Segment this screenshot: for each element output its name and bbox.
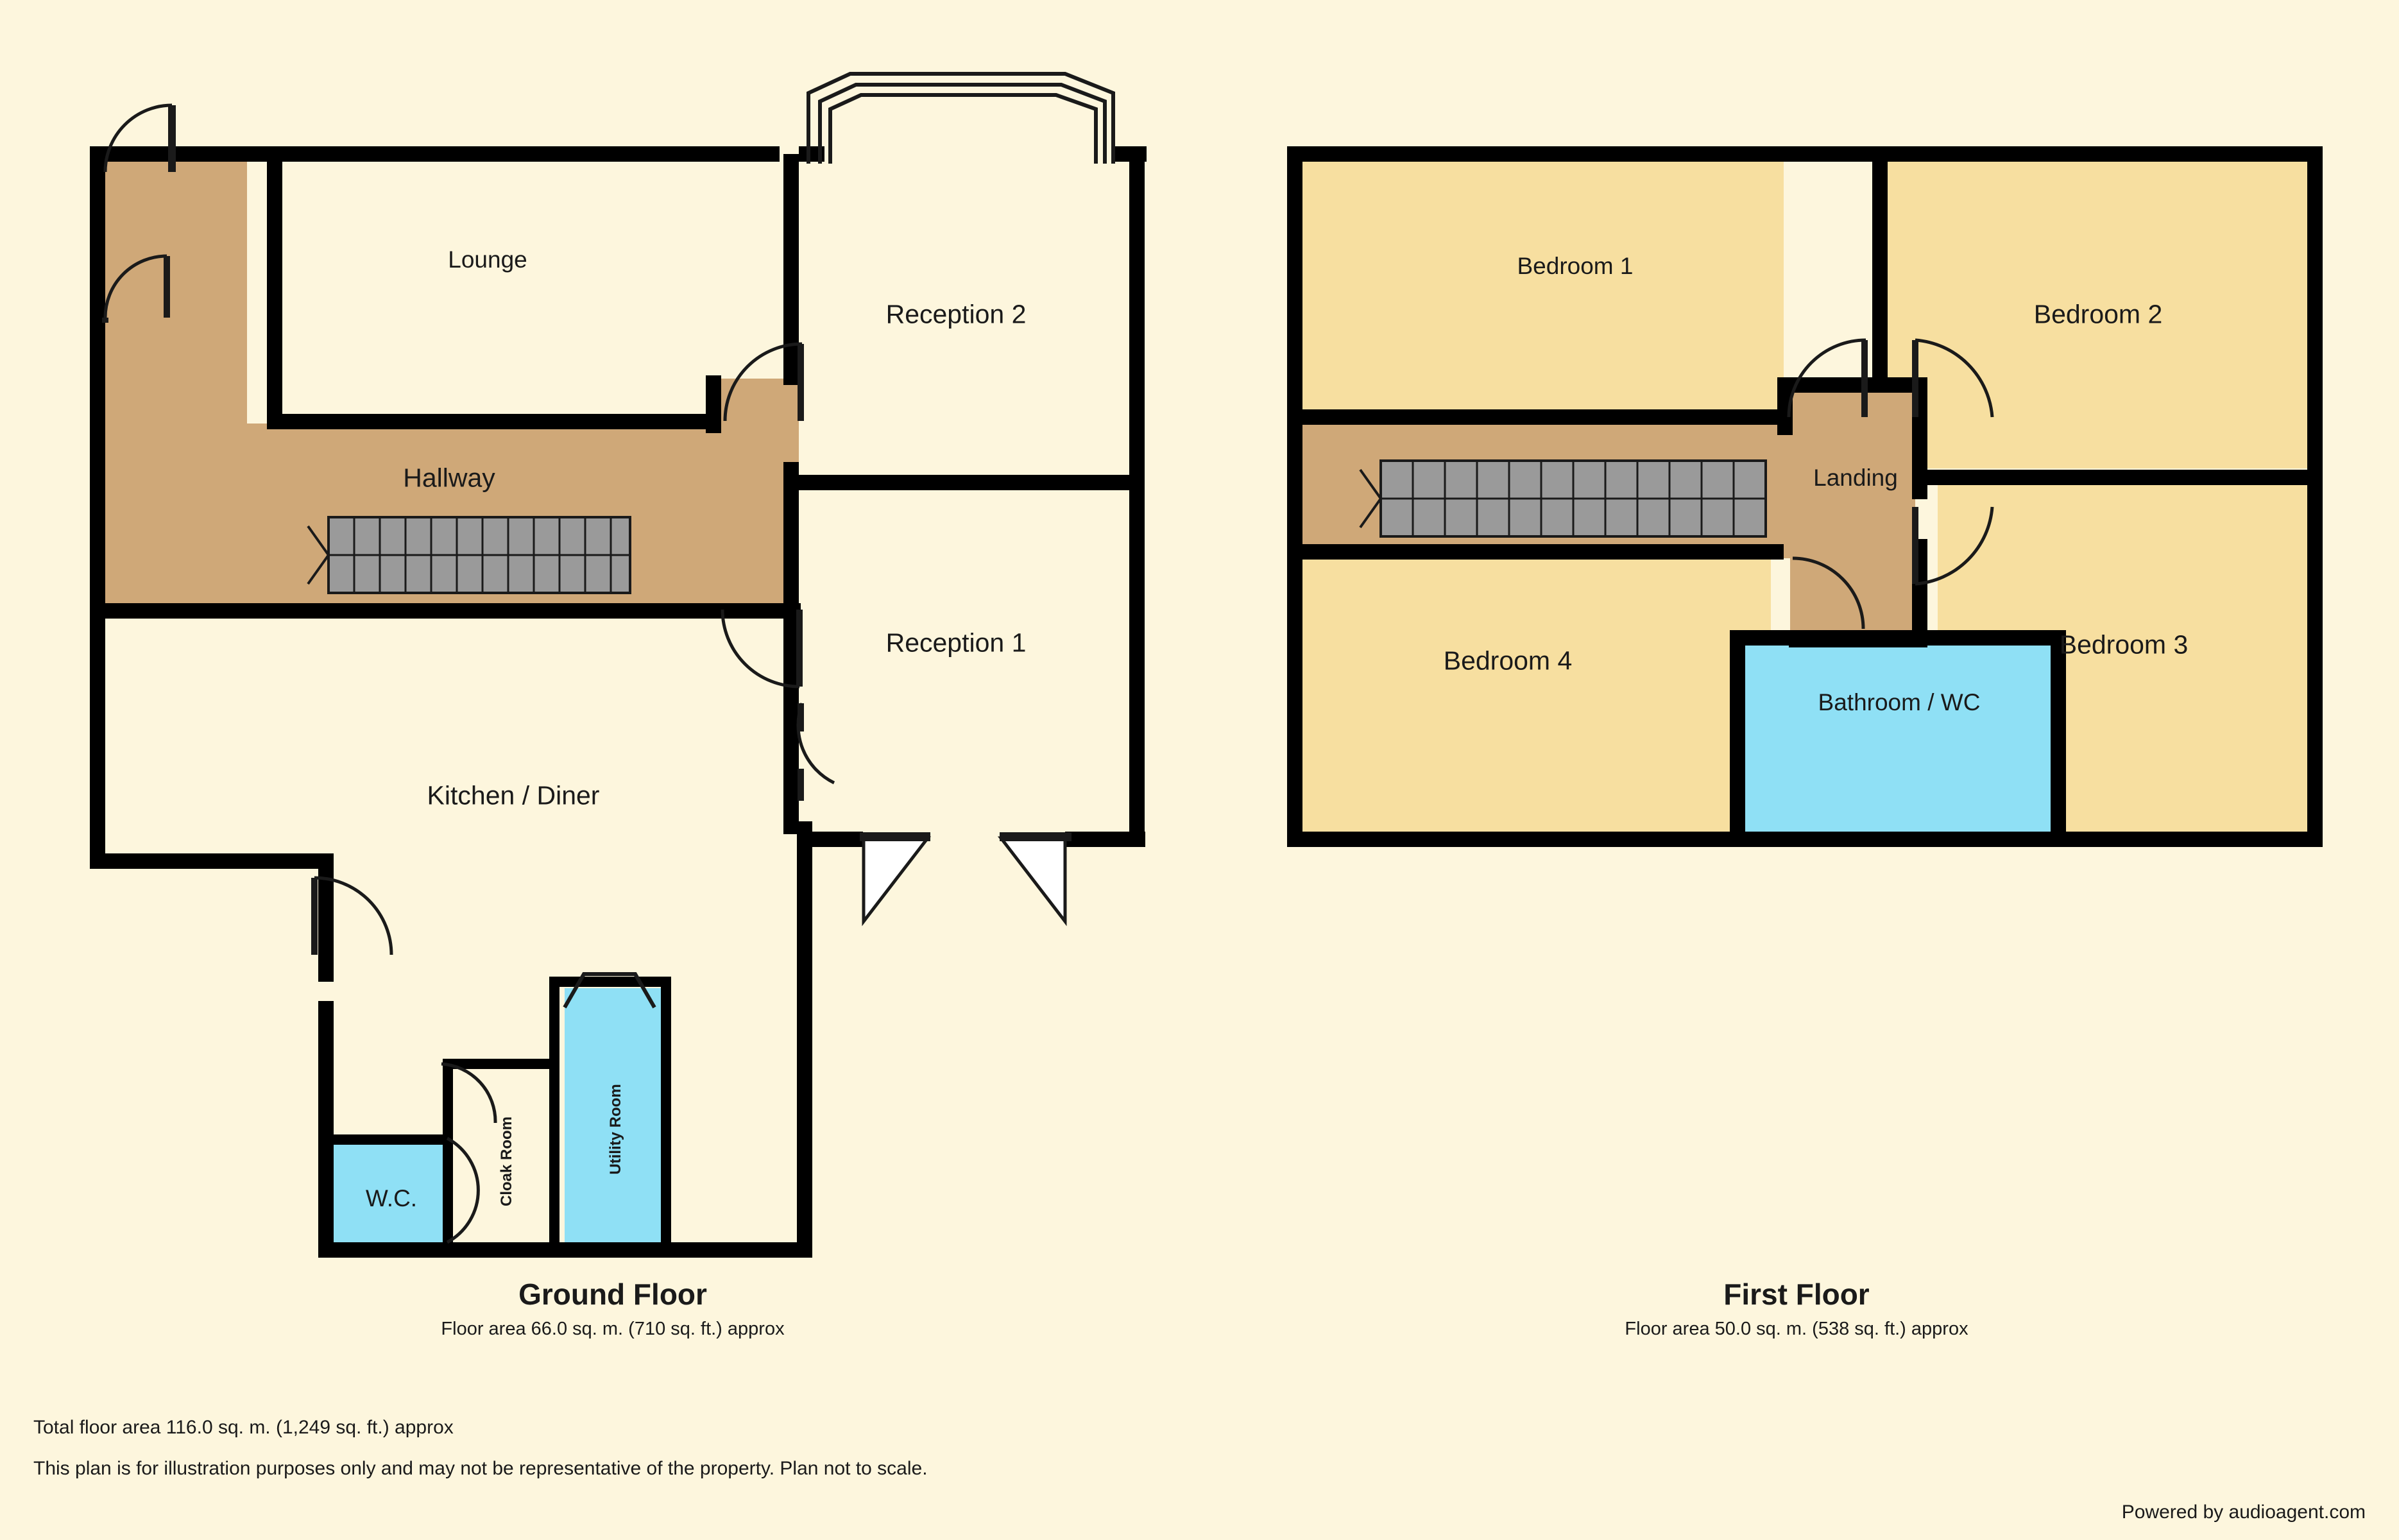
door-bedroom-1 [1764,308,1880,430]
room-label-lounge: Lounge [448,246,527,273]
door-bedroom-3 [1896,475,2005,603]
wall-landing-bed4 [1296,544,1784,560]
room-fill-bathroom-wc [1739,638,2060,834]
room-label-bedroom-1: Bedroom 1 [1517,253,1634,279]
room-label-bedroom-3: Bedroom 3 [2059,629,2189,660]
staircase-first [1354,457,1771,540]
window-utility [558,963,674,1014]
room-label-bedroom-2: Bedroom 2 [2033,299,2163,329]
wall-bed1-landing [1296,409,1784,425]
room-label-landing: Landing [1813,465,1898,491]
wall-utility-right [797,821,812,1258]
door-hall-left [96,247,212,330]
wall-hall-kitchen [98,603,713,619]
room-label-cloak-room: Cloak Room [498,1116,515,1207]
total-floor-area: Total floor area 116.0 sq. m. (1,249 sq. ft.) approx [33,1417,454,1438]
room-label-reception-1: Reception 1 [885,628,1027,658]
powered-by-label: Powered by audioagent.com [2121,1502,2366,1523]
wall-reception-divider [799,475,1139,490]
wall-cloak-right [549,982,559,1251]
door-wc [427,1129,491,1251]
door-reception2 [699,308,815,436]
door-bedroom-4 [1777,545,1874,654]
french-doors-reception1 [853,832,1078,934]
wall-lounge-hall-vertical [267,154,282,424]
room-label-kitchen-diner: Kitchen / Diner [427,780,600,810]
door-bedroom-2 [1896,321,2005,449]
first-floor-area: Floor area 50.0 sq. m. (538 sq. ft.) approx [1625,1319,1968,1339]
wall-lounge-bottom [267,414,716,429]
ground-floor-plan [0,0,1219,1339]
room-label-reception-2: Reception 2 [885,299,1027,329]
ground-floor-title: Ground Floor [518,1278,707,1311]
ground-floor-area: Floor area 66.0 sq. m. (710 sq. ft.) approx [441,1319,785,1339]
wall-bathroom-right [2051,630,2066,845]
wall-first-bottom [1287,832,2323,847]
wall-bottom-utility [318,1242,812,1258]
wall-first-top [1287,146,2323,162]
first-floor-plan [1270,0,2399,1339]
room-label-wc: W.C. [365,1185,418,1211]
first-floor-title: First Floor [1723,1278,1870,1311]
wall-reception2-top [1129,146,1145,846]
room-fill-lounge [244,154,776,424]
room-label-utility-room: Utility Room [607,1084,624,1175]
room-fill-bedroom-1 [1296,160,1784,417]
room-label-bathroom-wc: Bathroom / WC [1818,689,1981,715]
wall-bathroom-left [1730,630,1745,845]
disclaimer-text: This plan is for illustration purposes only and may not be representative of the property. Plan not to scale. [33,1458,928,1479]
wall-kitchen-step-horizontal [90,853,334,869]
wall-utility-side [661,977,671,1253]
room-fill-bedroom-4 [1296,558,1771,834]
door-front-entry [96,96,225,180]
door-kitchen-side [302,866,411,969]
door-cloak [423,1052,507,1142]
staircase-ground [302,513,635,597]
bay-window-reception2 [789,71,1136,167]
wall-first-left [1287,146,1302,846]
room-label-hallway: Hallway [403,463,495,493]
wall-kitchen-step-vertical-2 [318,1001,334,1258]
door-reception1-lower [764,693,853,809]
wall-first-right [2307,146,2323,846]
room-label-bedroom-4: Bedroom 4 [1443,646,1573,676]
